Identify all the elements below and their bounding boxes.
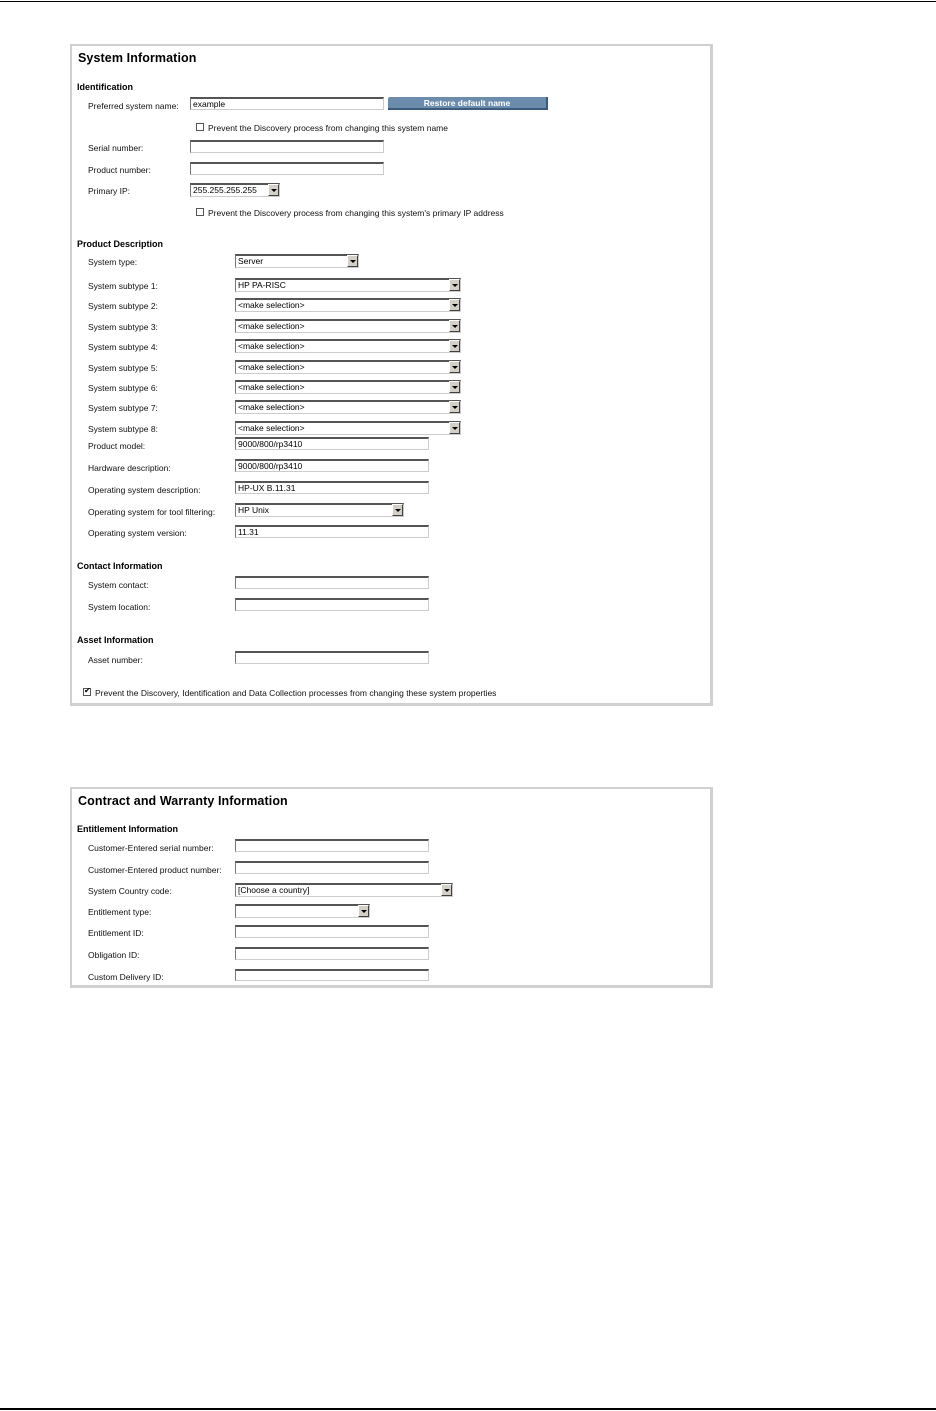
chevron-down-icon[interactable] [358,905,369,917]
system-subtype-label: System subtype 7: [88,403,158,414]
obligation-id-input[interactable] [235,947,429,960]
system-type-select[interactable] [235,254,359,268]
preferred-name-label: Preferred system name: [88,101,179,111]
chevron-down-icon[interactable] [392,504,403,516]
system-subtype-label: System subtype 8: [88,423,158,434]
system-subtype-select[interactable] [235,278,461,292]
os-filter-select[interactable] [235,503,404,517]
preferred-name-input[interactable]: example [190,97,384,110]
system-subtype-select[interactable] [235,421,461,435]
entitlement-id-input[interactable] [235,925,429,938]
os-description-input[interactable]: HP-UX B.11.31 [235,481,429,494]
entitlement-information-heading: Entitlement Information [77,824,178,834]
chevron-down-icon[interactable] [449,401,460,413]
os-filter-label: Operating system for tool filtering: [88,507,216,517]
entitlement-type-label: Entitlement type: [88,907,152,917]
chevron-down-icon[interactable] [449,340,460,352]
customer-product-input[interactable] [235,861,429,874]
prevent-name-label: Prevent the Discovery process from changing this system name [208,123,448,133]
system-subtype-value: <make selection> [238,382,305,392]
entitlement-id-label: Entitlement ID: [88,928,144,938]
system-subtype-value: <make selection> [238,320,305,331]
contact-information-heading: Contact Information [77,561,163,571]
system-type-value: Server [238,256,264,266]
product-model-input[interactable]: 9000/800/rp3410 [235,437,429,450]
serial-number-label: Serial number: [88,143,144,153]
system-subtype-select[interactable] [235,339,461,353]
chevron-down-icon[interactable] [449,279,460,291]
system-information-panel [70,44,713,706]
country-code-label: System Country code: [88,886,172,896]
system-subtype-value: <make selection> [238,402,305,413]
system-contact-label: System contact: [88,580,149,590]
system-subtype-select[interactable] [235,400,461,414]
prevent-ip-label: Prevent the Discovery process from changing this system's primary IP address [208,208,504,218]
chevron-down-icon[interactable] [449,381,460,393]
product-model-label: Product model: [88,441,146,451]
chevron-down-icon[interactable] [449,320,460,332]
system-subtype-label: System subtype 2: [88,301,158,312]
product-number-input[interactable] [190,162,384,175]
hardware-description-label: Hardware description: [88,463,171,473]
os-description-label: Operating system description: [88,485,201,495]
chevron-down-icon[interactable] [449,361,460,373]
prevent-name-checkbox[interactable] [196,123,204,131]
country-code-value: [Choose a country] [238,885,310,895]
chevron-down-icon[interactable] [347,255,358,267]
system-subtype-value: HP PA-RISC [238,280,286,290]
system-type-label: System type: [88,257,138,267]
asset-number-input[interactable] [235,651,429,664]
customer-product-label: Customer-Entered product number: [88,865,222,875]
primary-ip-label: Primary IP: [88,186,131,196]
prevent-all-checkbox[interactable] [83,688,91,696]
system-contact-input[interactable] [235,576,429,589]
system-subtype-label: System subtype 5: [88,362,158,373]
entitlement-type-select[interactable] [235,904,370,918]
customer-serial-input[interactable] [235,839,429,852]
obligation-id-label: Obligation ID: [88,950,140,960]
system-subtype-label: System subtype 4: [88,342,158,353]
hardware-description-input[interactable]: 9000/800/rp3410 [235,459,429,472]
page-top-rule [0,1,936,2]
system-subtype-label: System subtype 1: [88,281,158,291]
country-code-select[interactable] [235,883,453,897]
product-description-heading: Product Description [77,239,164,249]
identification-heading: Identification [77,82,133,92]
system-subtype-select[interactable] [235,360,461,374]
chevron-down-icon[interactable] [449,299,460,311]
panel-title: System Information [78,51,197,65]
serial-number-input[interactable] [190,140,384,153]
system-subtype-select[interactable] [235,380,461,394]
system-subtype-value: <make selection> [238,300,305,311]
system-subtype-label: System subtype 3: [88,321,158,332]
os-version-label: Operating system version: [88,528,187,538]
custom-delivery-id-label: Custom Delivery ID: [88,972,164,982]
restore-default-name-button[interactable]: Restore default name [388,97,548,110]
page-bottom-rule [0,1408,936,1410]
chevron-down-icon[interactable] [449,422,460,434]
product-number-label: Product number: [88,165,151,175]
customer-serial-label: Customer-Entered serial number: [88,843,214,853]
primary-ip-select[interactable] [190,183,280,197]
system-subtype-label: System subtype 6: [88,383,158,393]
os-version-input[interactable]: 11.31 [235,525,429,538]
asset-information-heading: Asset Information [77,635,154,645]
chevron-down-icon[interactable] [268,184,279,196]
system-subtype-select[interactable] [235,319,461,333]
primary-ip-value: 255.255.255.255 [193,185,257,195]
prevent-all-label: Prevent the Discovery, Identification and Data Collection processes from changing these system properties [95,688,497,698]
prevent-ip-checkbox[interactable] [196,208,204,216]
system-location-label: System location: [88,602,151,612]
system-subtype-value: <make selection> [238,361,305,372]
custom-delivery-id-input[interactable] [235,969,429,981]
os-filter-value: HP Unix [238,505,270,515]
system-subtype-select[interactable] [235,298,461,312]
system-subtype-value: <make selection> [238,422,305,433]
system-subtype-value: <make selection> [238,341,305,352]
asset-number-label: Asset number: [88,655,143,665]
system-location-input[interactable] [235,598,429,611]
contract-warranty-panel [70,787,713,988]
chevron-down-icon[interactable] [441,884,452,896]
panel-title: Contract and Warranty Information [78,794,288,808]
